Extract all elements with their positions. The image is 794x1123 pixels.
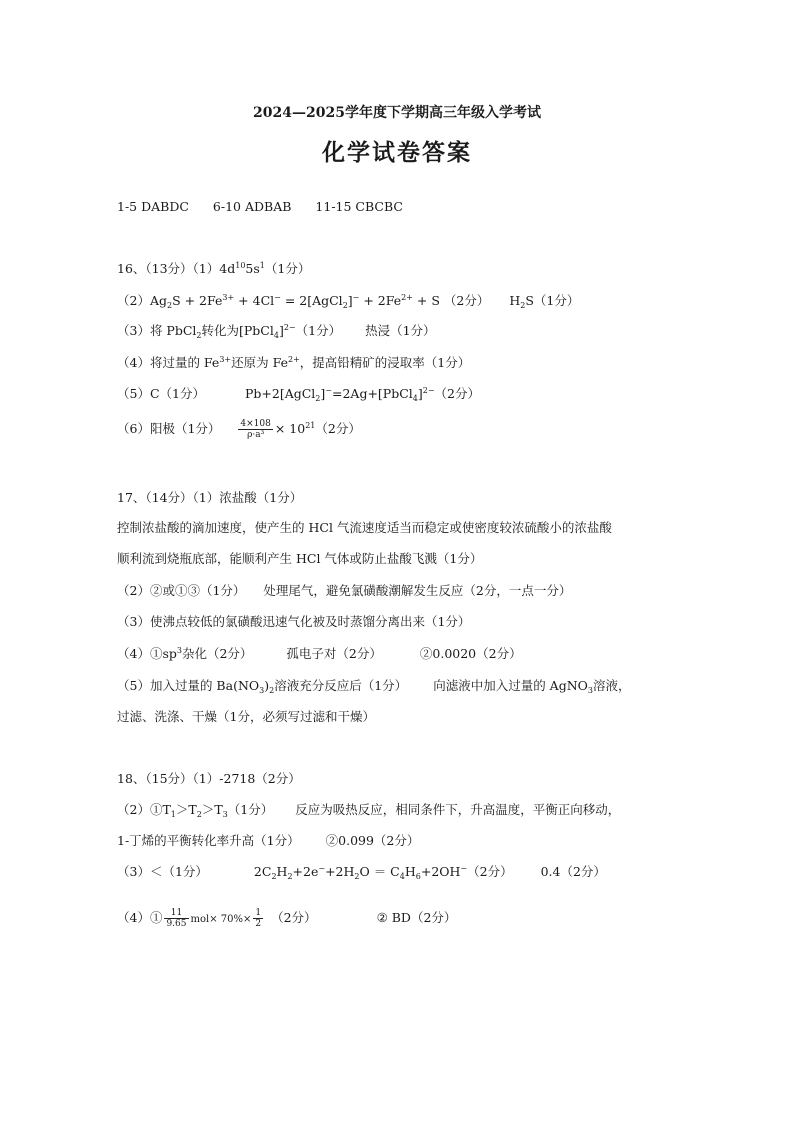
- text: （1分）: [295, 323, 342, 338]
- q16-line-4: [117, 355, 470, 371]
- q17-line-4: [117, 583, 571, 599]
- q18-line-4: [117, 864, 606, 880]
- q17-line-1: 17、（14分）（1）浓盐酸（1分）: [117, 490, 303, 505]
- q16-line-1: [117, 261, 310, 277]
- text: 还原为 Fe: [231, 355, 288, 370]
- text: H: [276, 864, 288, 879]
- fraction: [253, 908, 263, 929]
- numerator: 11: [164, 908, 188, 919]
- superscript: 1: [259, 261, 265, 270]
- text: +2H: [325, 864, 355, 879]
- text: ): [264, 678, 270, 693]
- subscript: 2: [166, 301, 173, 310]
- subscript: 1: [170, 810, 176, 819]
- text: 溶液，: [592, 678, 631, 693]
- text: （4）将过量的 Fe: [117, 355, 220, 370]
- subscript: 4: [399, 872, 405, 881]
- q17-line-2: 控制浓盐酸的滴加速度，使产生的 HCl 气流速度适当而稳定或使密度较浓硫酸小的浓盐酸: [117, 520, 612, 535]
- text: （5）C（1分）: [117, 386, 205, 401]
- superscript: 2+: [401, 293, 413, 302]
- q16-line-6: [117, 419, 361, 440]
- text: +2e: [292, 864, 319, 879]
- subscript: 3: [259, 686, 265, 695]
- text: ]: [278, 323, 284, 338]
- subscript: 2: [315, 394, 321, 403]
- text: 转化为[PbCl: [201, 323, 274, 338]
- text: + S （2分）: [412, 293, 490, 308]
- q17-line-7: [117, 678, 631, 694]
- text: （4）①: [117, 910, 163, 925]
- text: =2Ag+[PbCl: [331, 386, 413, 401]
- fraction: [164, 908, 188, 929]
- superscript: 2−: [283, 323, 296, 332]
- superscript: 2+: [288, 355, 300, 364]
- text: （1分）: [264, 261, 311, 276]
- text: （2）①T: [117, 802, 171, 817]
- q16-line-5: [117, 386, 480, 402]
- text: ]: [320, 386, 326, 401]
- denominator: ρ·a³: [247, 430, 265, 440]
- text: ]: [347, 293, 353, 308]
- text: +2OH: [420, 864, 461, 879]
- subscript: 2: [196, 331, 202, 340]
- text: （2分）: [271, 910, 317, 925]
- text: ]: [417, 386, 423, 401]
- text: × 10: [274, 421, 306, 436]
- text: 16、（13分）（1）4d: [117, 261, 236, 276]
- subscript: 3: [222, 810, 228, 819]
- superscript: 3: [176, 646, 182, 655]
- q18-line-2: [117, 802, 620, 818]
- q17-line-8: 过滤、洗涤、干燥（1分，必须写过滤和干燥）: [117, 709, 375, 724]
- q18-line-3: [117, 833, 419, 849]
- text: O ＝ C: [359, 864, 400, 879]
- superscript: 2−: [422, 386, 435, 395]
- numerator: 4×108: [240, 419, 271, 429]
- text: 1-丁烯的平衡转化率升高（1分）: [117, 833, 300, 848]
- choice-group-3: 11-15 CBCBC: [315, 199, 403, 214]
- text: H: [404, 864, 416, 879]
- q17-line-3: 顺利流到烧瓶底部，能顺利产生 HCl 气体或防止盐酸飞溅（1分）: [117, 551, 483, 566]
- text: 热浸（1分）: [365, 323, 436, 338]
- text: ＞T: [175, 802, 197, 817]
- text: Pb+2[AgCl: [244, 386, 316, 401]
- text: （2）②或①③（1分）: [117, 583, 246, 598]
- text: （2分）: [315, 421, 361, 436]
- text: + 2Fe: [359, 293, 402, 308]
- q17-line-6: [117, 646, 522, 662]
- subscript: 4: [412, 394, 418, 403]
- superscript: −: [318, 864, 326, 873]
- text: （5）加入过量的 Ba(NO: [117, 678, 260, 693]
- superscript: 21: [305, 421, 316, 430]
- superscript: 3+: [219, 355, 232, 364]
- text: （3）将 PbCl: [117, 323, 197, 338]
- text: = 2[AgCl: [280, 293, 343, 308]
- text: （4）①sp: [117, 646, 177, 661]
- subscript: 2: [287, 872, 293, 881]
- denominator: 9.65: [166, 919, 187, 929]
- text: 2C: [253, 864, 272, 879]
- text: 反应为吸热反应，相同条件下，升高温度，平衡正向移动，: [295, 802, 621, 817]
- choice-answers: [117, 199, 403, 215]
- text: mol× 70%×: [190, 914, 252, 925]
- subscript: 2: [342, 301, 348, 310]
- superscript: 3+: [222, 293, 235, 302]
- text: ②0.099（2分）: [325, 833, 420, 848]
- q18-line-1: 18、（15分）（1）-2718（2分）: [117, 771, 301, 786]
- text: （6）阳极（1分）: [117, 421, 221, 436]
- fraction: [238, 419, 272, 440]
- subscript: 2: [271, 872, 277, 881]
- text: H: [509, 293, 521, 308]
- choice-group-1: 1-5 DABDC: [117, 199, 189, 214]
- exam-title: 2024—2025学年度下学期高三年级入学考试: [253, 105, 541, 121]
- superscript: −: [460, 864, 468, 873]
- superscript: −: [325, 386, 332, 395]
- q16-line-3: [117, 323, 436, 339]
- q18-line-5: [117, 908, 456, 929]
- subscript: 4: [273, 331, 279, 340]
- text: 5s: [245, 261, 260, 276]
- subscript: 2: [196, 810, 202, 819]
- subscript: 2: [269, 686, 275, 695]
- text: ② BD（2分）: [376, 910, 457, 925]
- subscript: 6: [415, 872, 421, 881]
- text: （2分）: [434, 386, 480, 401]
- text: （2分）: [467, 864, 513, 879]
- text: （2）Ag: [117, 293, 167, 308]
- text: 向滤液中加入过量的 AgNO: [433, 678, 588, 693]
- text: ，提高铅精矿的浸取率（1分）: [299, 355, 471, 370]
- text: 孤电子对（2分）: [286, 646, 382, 661]
- choice-group-2: 6-10 ADBAB: [212, 199, 292, 214]
- text: 杂化（2分）: [181, 646, 253, 661]
- q16-line-2: [117, 293, 579, 309]
- text: （1分）: [227, 802, 274, 817]
- text: 0.4（2分）: [540, 864, 606, 879]
- subscript: 3: [587, 686, 593, 695]
- subscript: 2: [354, 872, 360, 881]
- document-title: 化学试卷答案: [322, 139, 472, 166]
- superscript: 10: [235, 261, 246, 270]
- text: ②0.0020（2分）: [419, 646, 522, 661]
- text: 溶液充分反应后（1分）: [274, 678, 408, 693]
- numerator: 1: [255, 908, 262, 918]
- denominator: 2: [255, 919, 262, 929]
- q17-line-5: （3）使沸点较低的氯磺酸迅速气化被及时蒸馏分离出来（1分）: [117, 614, 471, 629]
- text: ＞T: [201, 802, 223, 817]
- superscript: −: [274, 293, 281, 302]
- subscript: 2: [520, 301, 526, 310]
- text: S（1分）: [525, 293, 580, 308]
- superscript: −: [352, 293, 360, 302]
- text: S + 2Fe: [172, 293, 223, 308]
- text: + 4Cl: [234, 293, 275, 308]
- text: 处理尾气，避免氯磺酸潮解发生反应（2分，一点一分）: [263, 583, 572, 598]
- text: （3）＜（1分）: [117, 864, 208, 879]
